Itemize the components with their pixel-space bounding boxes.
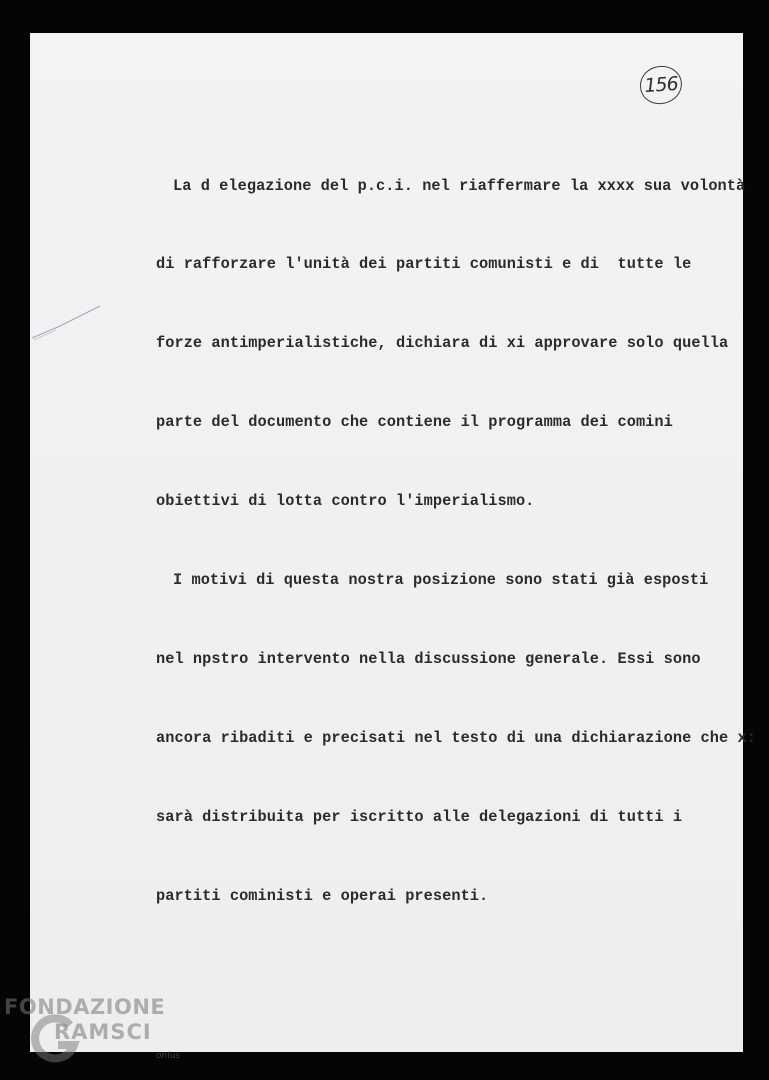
text-line: forze antimperialistiche, dichiara di xi approvare solo quella (156, 334, 729, 353)
text-line: La d elegazione del p.c.i. nel riaffermare la xxxx sua volontà (173, 176, 746, 195)
text-line: sarà distribuita per iscritto alle delegazioni di tutti i (156, 807, 683, 826)
text-line: partiti coministi e operai presenti. (156, 886, 489, 905)
text-line: ancora ribaditi e precisati nel testo di una dichiarazione che x: (156, 728, 756, 747)
text-line: di rafforzare l'unità dei partiti comunisti e di tutte le (156, 255, 692, 274)
text-line: I motivi di questa nostra posizione sono stati già esposti (173, 571, 709, 590)
page-number-stamp: 156 (639, 65, 684, 106)
text-line: nel npstro intervento nella discussione generale. Essi sono (156, 649, 701, 668)
watermark-suffix: onlus (156, 1051, 181, 1061)
fondazione-gramsci-watermark (0, 995, 200, 1080)
watermark-line2: RAMSCI (54, 1020, 152, 1044)
pencil-mark (30, 300, 102, 342)
typewritten-text (156, 120, 756, 935)
watermark-line1: FONDAZIONE (4, 995, 166, 1019)
text-line: parte del documento che contiene il programma dei comini (156, 413, 673, 432)
text-line: obiettivi di lotta contro l'imperialismo. (156, 492, 535, 511)
